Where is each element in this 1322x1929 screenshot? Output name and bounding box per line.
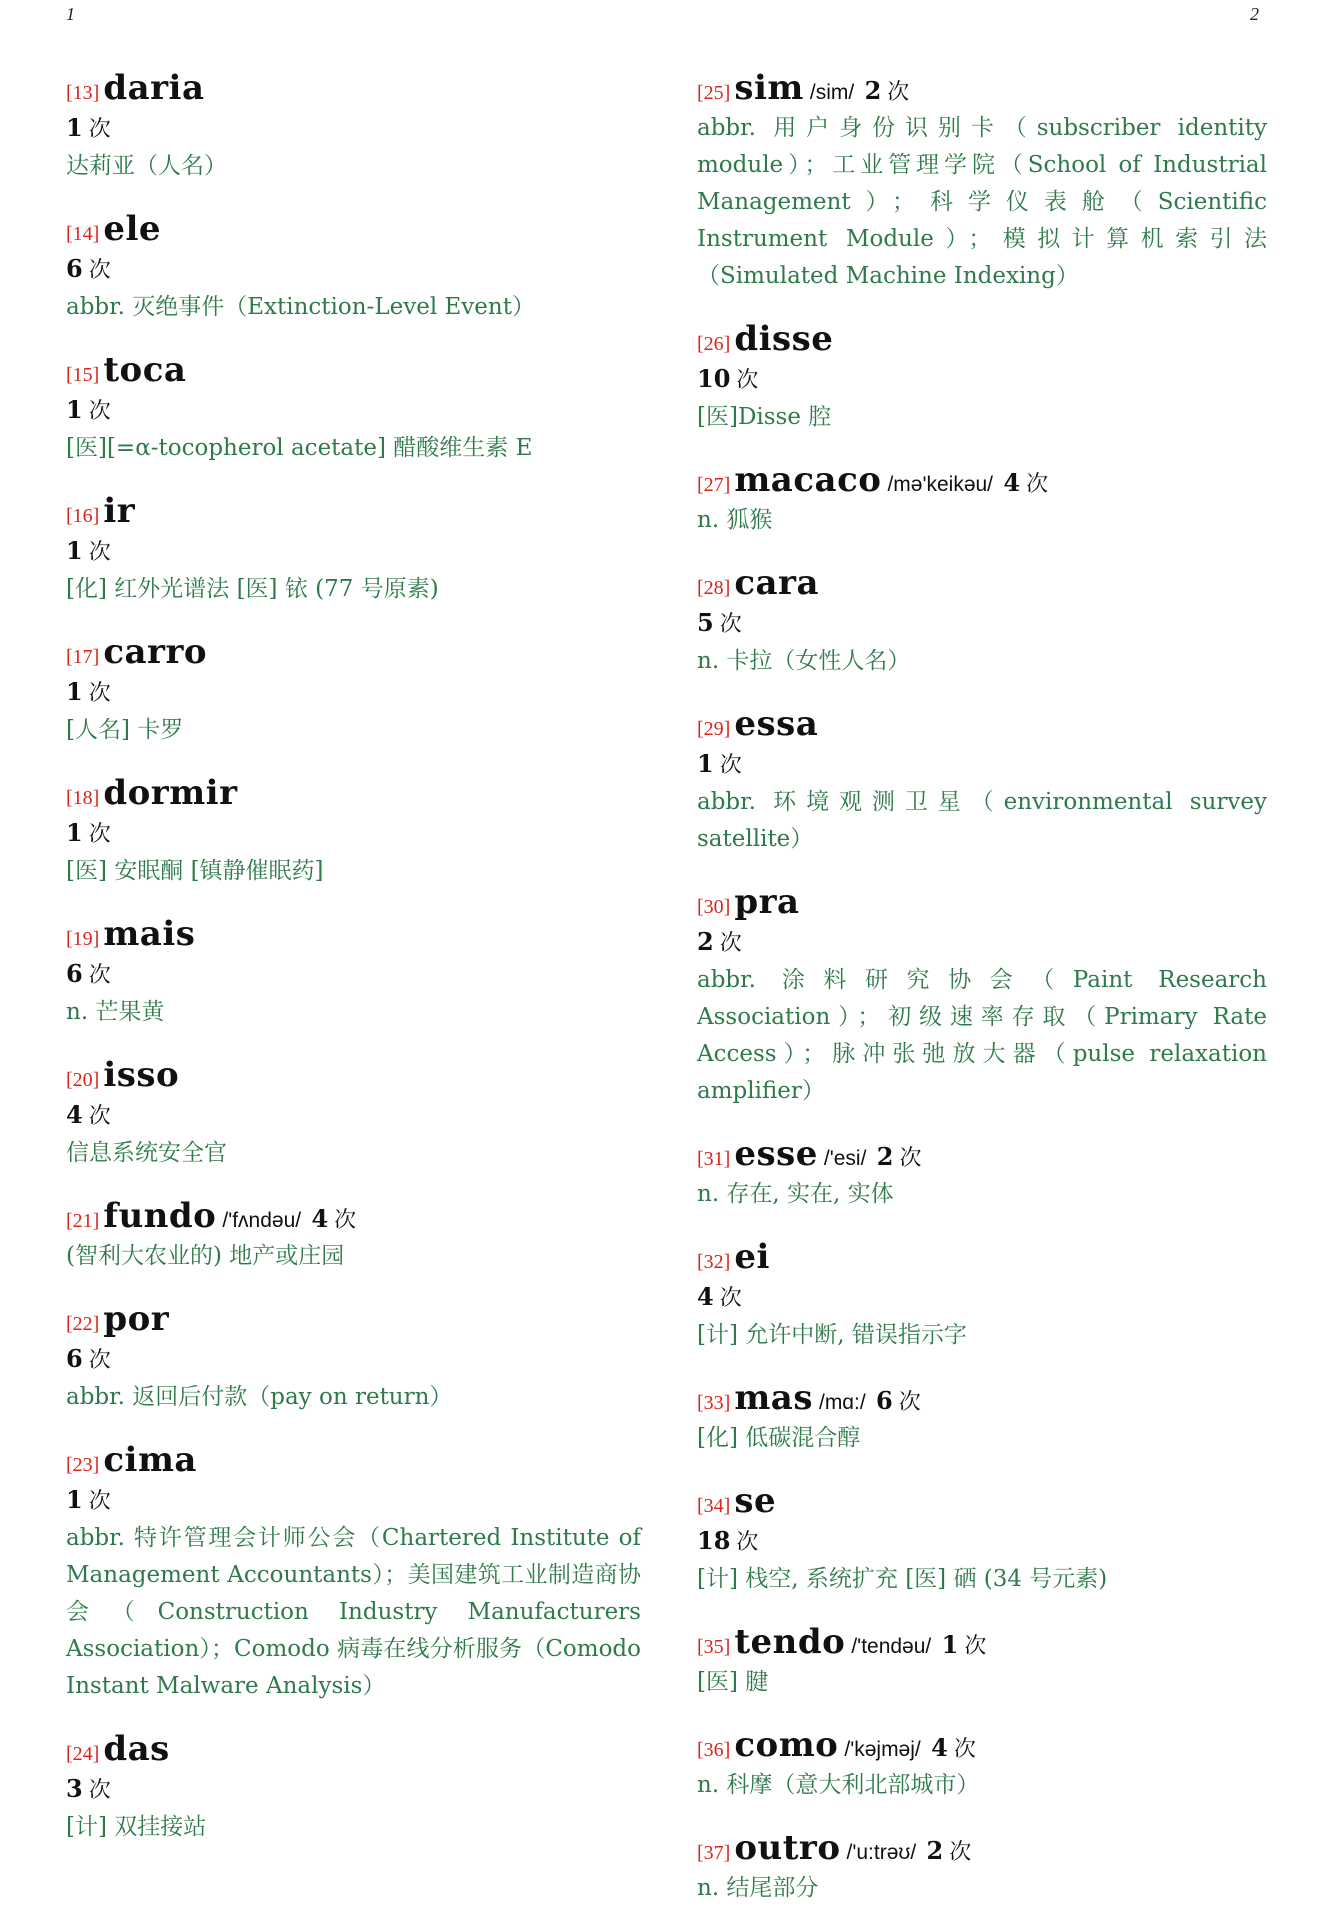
dictionary-entry: [697, 458, 1267, 539]
dictionary-entry: [66, 1727, 641, 1846]
count-unit: 次: [964, 1634, 987, 1659]
count-value: 1: [66, 536, 83, 565]
count-value: 4: [311, 1204, 329, 1233]
phonetic: /'tendəu/: [851, 1635, 932, 1658]
headword: por: [103, 1299, 170, 1339]
entry-headline: [66, 1194, 641, 1238]
headword: esse: [734, 1134, 818, 1174]
entry-number: [36]: [697, 1739, 731, 1761]
entry-number: [25]: [697, 82, 731, 104]
phonetic: /'fʌndəu/: [222, 1209, 302, 1232]
count-unit: 次: [719, 931, 742, 956]
entry-number: [30]: [697, 896, 731, 918]
frequency-count: [697, 1279, 1267, 1317]
count-value: 6: [66, 1344, 83, 1373]
dictionary-entry: [697, 702, 1267, 858]
definition: [化] 低碳混合醇: [697, 1425, 861, 1451]
entry-number: [13]: [66, 82, 100, 104]
dictionary-entry: [66, 1053, 641, 1172]
entry-number: [21]: [66, 1210, 100, 1232]
count-value: 18: [697, 1526, 731, 1555]
entry-number: [23]: [66, 1454, 100, 1476]
definition: n. 科摩（意大利北部城市）: [697, 1772, 980, 1798]
headword: toca: [103, 350, 187, 390]
count-value: 1: [66, 395, 83, 424]
count-unit: 次: [88, 963, 111, 988]
count-value: 1: [66, 113, 83, 142]
headword: cima: [103, 1440, 197, 1480]
count-unit: 次: [88, 1778, 111, 1803]
frequency-count: [697, 361, 1267, 399]
frequency-count: [923, 1733, 976, 1762]
entry-number: [31]: [697, 1148, 731, 1170]
frequency-count: [697, 605, 1267, 643]
entry-headline: [66, 630, 641, 674]
headword: disse: [734, 319, 834, 359]
phonetic: /'kəjməj/: [844, 1738, 921, 1761]
entry-number: [37]: [697, 1842, 731, 1864]
dictionary-entry: [66, 630, 641, 749]
entry-number: [28]: [697, 577, 731, 599]
dictionary-entry: [66, 1438, 641, 1705]
count-unit: 次: [88, 1348, 111, 1373]
definition: [人名] 卡罗: [66, 717, 184, 743]
page-number-right: 2: [1250, 4, 1259, 24]
entry-headline: [697, 1826, 1267, 1870]
dictionary-entry: [697, 1235, 1267, 1354]
definition: abbr. 涂料研究协会（Paint Research Association）；初级速率存取（Primary Rate Access）；脉冲张弛放大器（pulse relaxation amplifier）: [697, 967, 1267, 1104]
entry-number: [34]: [697, 1495, 731, 1517]
definition: n. 卡拉（女性人名）: [697, 648, 911, 674]
entry-headline: [66, 66, 641, 110]
count-unit: 次: [88, 1104, 111, 1129]
frequency-count: [66, 815, 641, 853]
definition: [计] 双挂接站: [66, 1814, 207, 1840]
headword: mas: [734, 1378, 813, 1418]
count-value: 10: [697, 364, 731, 393]
count-unit: 次: [334, 1208, 357, 1233]
count-unit: 次: [88, 681, 111, 706]
entry-headline: [697, 1723, 1267, 1767]
count-value: 4: [931, 1733, 948, 1762]
count-value: 1: [66, 1485, 83, 1514]
entry-number: [26]: [697, 333, 731, 355]
definition: [医][=α-tocopherol acetate] 醋酸维生素 E: [66, 435, 533, 461]
frequency-count: [697, 746, 1267, 784]
headword: carro: [103, 632, 208, 672]
definition: [化] 红外光谱法 [医] 铱 (77 号原素): [66, 576, 439, 602]
headword: ir: [103, 491, 136, 531]
entry-headline: [66, 1053, 641, 1097]
frequency-count: [66, 533, 641, 571]
count-unit: 次: [736, 368, 759, 393]
frequency-count: [66, 1482, 641, 1520]
dictionary-entry: [697, 317, 1267, 436]
headword: como: [734, 1725, 839, 1765]
entry-number: [33]: [697, 1392, 731, 1414]
count-unit: 次: [88, 258, 111, 283]
entry-headline: [697, 458, 1267, 502]
dictionary-entry: [697, 1723, 1267, 1804]
entry-headline: [66, 1438, 641, 1482]
dictionary-entry: [66, 1297, 641, 1416]
count-unit: 次: [887, 80, 910, 105]
entry-headline: [697, 1132, 1267, 1176]
entry-number: [16]: [66, 505, 100, 527]
definition: n. 存在, 实在, 实体: [697, 1181, 894, 1207]
count-unit: 次: [1026, 472, 1049, 497]
count-unit: 次: [898, 1390, 921, 1415]
count-unit: 次: [719, 753, 742, 778]
entry-headline: [697, 880, 1267, 924]
dictionary-entry: [66, 207, 641, 326]
entry-headline: [66, 1727, 641, 1771]
count-value: 6: [876, 1386, 893, 1415]
entry-number: [17]: [66, 646, 100, 668]
dictionary-entry: [697, 1826, 1267, 1907]
count-unit: 次: [88, 1489, 111, 1514]
count-value: 2: [864, 76, 882, 105]
definition: n. 狐猴: [697, 507, 773, 533]
entry-headline: [66, 1297, 641, 1341]
frequency-count: [303, 1204, 356, 1233]
frequency-count: [66, 674, 641, 712]
entry-number: [19]: [66, 928, 100, 950]
frequency-count: [66, 956, 641, 994]
headword: sim: [734, 68, 804, 108]
count-unit: 次: [719, 612, 742, 637]
entry-number: [35]: [697, 1636, 731, 1658]
dictionary-entry: [697, 1376, 1267, 1457]
headword: isso: [103, 1055, 180, 1095]
dictionary-entry: [66, 489, 641, 608]
dictionary-entry: [697, 1479, 1267, 1598]
frequency-count: [66, 1097, 641, 1135]
entry-headline: [697, 66, 1267, 110]
frequency-count: [66, 110, 641, 148]
definition: abbr. 返回后付款（pay on return）: [66, 1384, 453, 1410]
entry-number: [29]: [697, 718, 731, 740]
frequency-count: [995, 468, 1048, 497]
dictionary-entry: [66, 1194, 641, 1275]
entry-headline: [66, 771, 641, 815]
definition: n. 结尾部分: [697, 1875, 819, 1901]
entry-headline: [66, 207, 641, 251]
headword: pra: [734, 882, 800, 922]
count-value: 5: [697, 608, 714, 637]
frequency-count: [918, 1836, 971, 1865]
entry-number: [20]: [66, 1069, 100, 1091]
count-value: 6: [66, 254, 83, 283]
frequency-count: [868, 1386, 921, 1415]
count-unit: 次: [953, 1737, 976, 1762]
count-unit: 次: [88, 540, 111, 565]
headword: fundo: [103, 1196, 217, 1236]
entry-headline: [697, 1376, 1267, 1420]
entry-headline: [697, 702, 1267, 746]
entry-headline: [66, 912, 641, 956]
phonetic: /sim/: [809, 81, 855, 104]
entry-number: [14]: [66, 223, 100, 245]
entry-headline: [697, 1620, 1267, 1664]
entry-headline: [697, 1479, 1267, 1523]
frequency-count: [697, 1523, 1267, 1561]
definition: 达莉亚（人名）: [66, 153, 227, 179]
entry-number: [22]: [66, 1313, 100, 1335]
entry-number: [32]: [697, 1251, 731, 1273]
entry-headline: [66, 348, 641, 392]
definition: abbr. 环境观测卫星（environmental survey satellite）: [697, 789, 1267, 852]
definition: abbr. 特许管理会计师公会（Chartered Institute of Management Accountants）；美国建筑工业制造商协会（Construction Industry Manufacturers Association）；Comodo 病毒在线分析服务（Comodo Instant Malware Analysis）: [66, 1525, 641, 1699]
count-value: 3: [66, 1774, 83, 1803]
headword: tendo: [734, 1622, 846, 1662]
count-value: 2: [697, 927, 714, 956]
definition: [计] 栈空, 系统扩充 [医] 硒 (34 号元素): [697, 1566, 1108, 1592]
frequency-count: [66, 1341, 641, 1379]
headword: essa: [734, 704, 819, 744]
left-column: [66, 66, 641, 1868]
entry-number: [18]: [66, 787, 100, 809]
dictionary-entry: [66, 771, 641, 890]
count-value: 1: [66, 818, 83, 847]
count-value: 2: [876, 1142, 894, 1171]
headword: mais: [103, 914, 196, 954]
count-value: 1: [697, 749, 714, 778]
count-unit: 次: [88, 822, 111, 847]
dictionary-entry: [66, 348, 641, 467]
entry-number: [24]: [66, 1743, 100, 1765]
definition: [医] 安眠酮 [镇静催眠药]: [66, 858, 324, 884]
headword: se: [734, 1481, 777, 1521]
headword: daria: [103, 68, 205, 108]
headword: das: [103, 1729, 170, 1769]
count-value: 4: [1003, 468, 1021, 497]
count-value: 1: [66, 677, 83, 706]
frequency-count: [697, 924, 1267, 962]
count-unit: 次: [88, 399, 111, 424]
dictionary-entry: [697, 1620, 1267, 1701]
count-unit: 次: [949, 1840, 972, 1865]
count-value: 4: [697, 1282, 714, 1311]
entry-headline: [697, 317, 1267, 361]
count-unit: 次: [899, 1146, 922, 1171]
phonetic: /mə'keikəu/: [887, 473, 994, 496]
frequency-count: [66, 251, 641, 289]
definition: (智利大农业的) 地产或庄园: [66, 1243, 345, 1269]
dictionary-entry: [697, 561, 1267, 680]
dictionary-entry: [697, 880, 1267, 1110]
dictionary-entry: [697, 1132, 1267, 1213]
entry-headline: [66, 489, 641, 533]
definition: [计] 允许中断, 错误指示字: [697, 1322, 967, 1348]
headword: dormir: [103, 773, 238, 813]
count-unit: 次: [736, 1530, 759, 1555]
headword: ei: [734, 1237, 770, 1277]
count-value: 2: [926, 1836, 944, 1865]
entry-number: [15]: [66, 364, 100, 386]
frequency-count: [933, 1630, 986, 1659]
frequency-count: [66, 1771, 641, 1809]
phonetic: /mɑ:/: [818, 1391, 866, 1414]
count-value: 6: [66, 959, 83, 988]
frequency-count: [856, 76, 909, 105]
dictionary-entry: [66, 912, 641, 1031]
headword: cara: [734, 563, 820, 603]
dictionary-entry: [66, 66, 641, 185]
count-unit: 次: [719, 1286, 742, 1311]
entry-number: [27]: [697, 474, 731, 496]
headword: ele: [103, 209, 162, 249]
entry-headline: [697, 1235, 1267, 1279]
right-column: [697, 66, 1267, 1929]
headword: outro: [734, 1828, 841, 1868]
headword: macaco: [734, 460, 882, 500]
definition: 信息系统安全官: [66, 1140, 227, 1166]
count-value: 1: [941, 1630, 959, 1659]
definition: n. 芒果黄: [66, 999, 165, 1025]
frequency-count: [868, 1142, 921, 1171]
definition: abbr. 用户身份识别卡（subscriber identity module）；工业管理学院（School of Industrial Management）；科学仪表舱（Scientific Instrument Module）；模拟计算机索引法（Simulated Machine Indexing）: [697, 115, 1267, 289]
phonetic: /'u:trəʊ/: [846, 1841, 917, 1864]
count-value: 4: [66, 1100, 83, 1129]
entry-headline: [697, 561, 1267, 605]
phonetic: /'esi/: [823, 1147, 867, 1170]
definition: [医] 腱: [697, 1669, 769, 1695]
frequency-count: [66, 392, 641, 430]
page-number-left: 1: [66, 4, 75, 24]
count-unit: 次: [88, 117, 111, 142]
dictionary-entry: [697, 66, 1267, 295]
definition: [医]Disse 腔: [697, 404, 832, 430]
definition: abbr. 灭绝事件（Extinction-Level Event）: [66, 294, 535, 320]
